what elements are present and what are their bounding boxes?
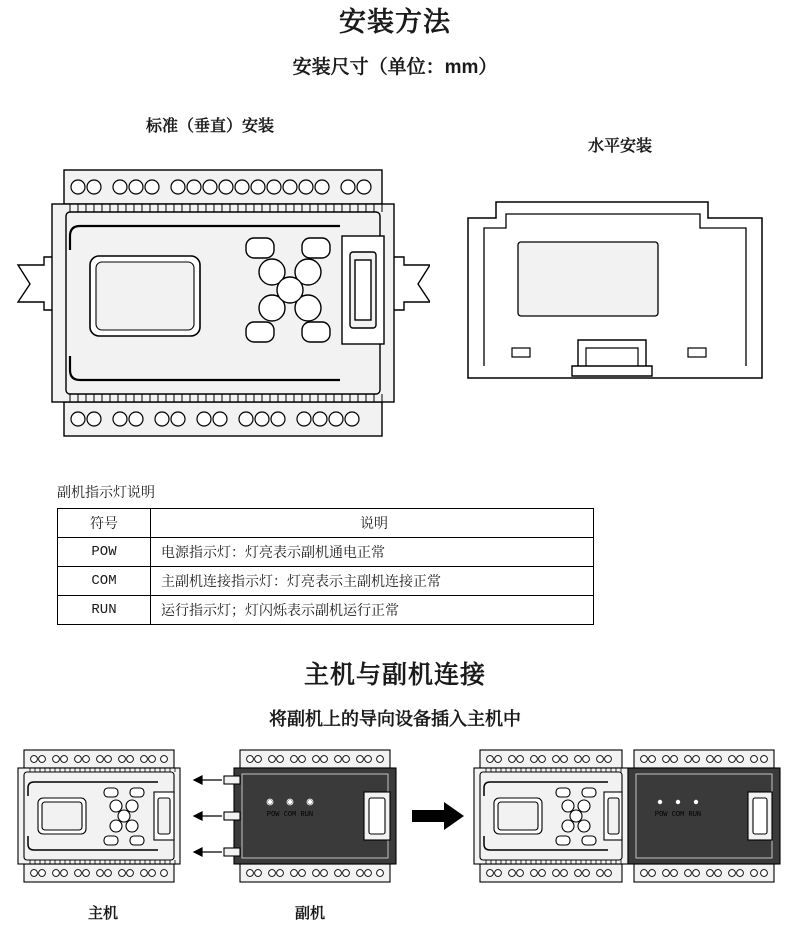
table-row — [58, 538, 594, 567]
row-desc: 电源指示灯：灯亮表示副机通电正常 — [151, 538, 594, 567]
host-label: 主机 — [87, 905, 118, 922]
led-legend-table — [57, 508, 594, 625]
connection-title: 主机与副机连接 — [303, 661, 486, 689]
row-desc: 运行指示灯；灯闪烁表示副机运行正常 — [151, 596, 594, 625]
assembly-arrow-icon — [412, 802, 464, 830]
row-symbol: COM — [58, 567, 151, 596]
page-subtitle: 安装尺寸（单位：mm） — [292, 57, 498, 78]
led-marks-left: POW COM RUN — [266, 811, 314, 819]
slave-label: 副机 — [294, 905, 325, 922]
row-symbol: RUN — [58, 596, 151, 625]
row-desc: 主副机连接指示灯：灯亮表示主副机连接正常 — [151, 567, 594, 596]
horizontal-install-diagram — [450, 180, 780, 400]
header-symbol: 符号 — [58, 509, 151, 538]
vertical-install-caption: 标准（垂直）安装 — [145, 118, 274, 135]
vertical-install-diagram — [10, 160, 430, 455]
horizontal-install-caption: 水平安装 — [587, 138, 652, 155]
table-header-row — [58, 509, 594, 538]
connection-diagram — [8, 740, 782, 900]
insert-arrows — [194, 776, 222, 856]
table-row — [58, 567, 594, 596]
page-title: 安装方法 — [339, 7, 451, 37]
legend-label: 副机指示灯说明 — [57, 484, 155, 500]
led-marks-right: POW COM RUN — [654, 811, 702, 819]
row-symbol: POW — [58, 538, 151, 567]
header-desc: 说明 — [151, 509, 594, 538]
table-row — [58, 596, 594, 625]
connection-subtitle: 将副机上的导向设备插入主机中 — [269, 709, 521, 729]
